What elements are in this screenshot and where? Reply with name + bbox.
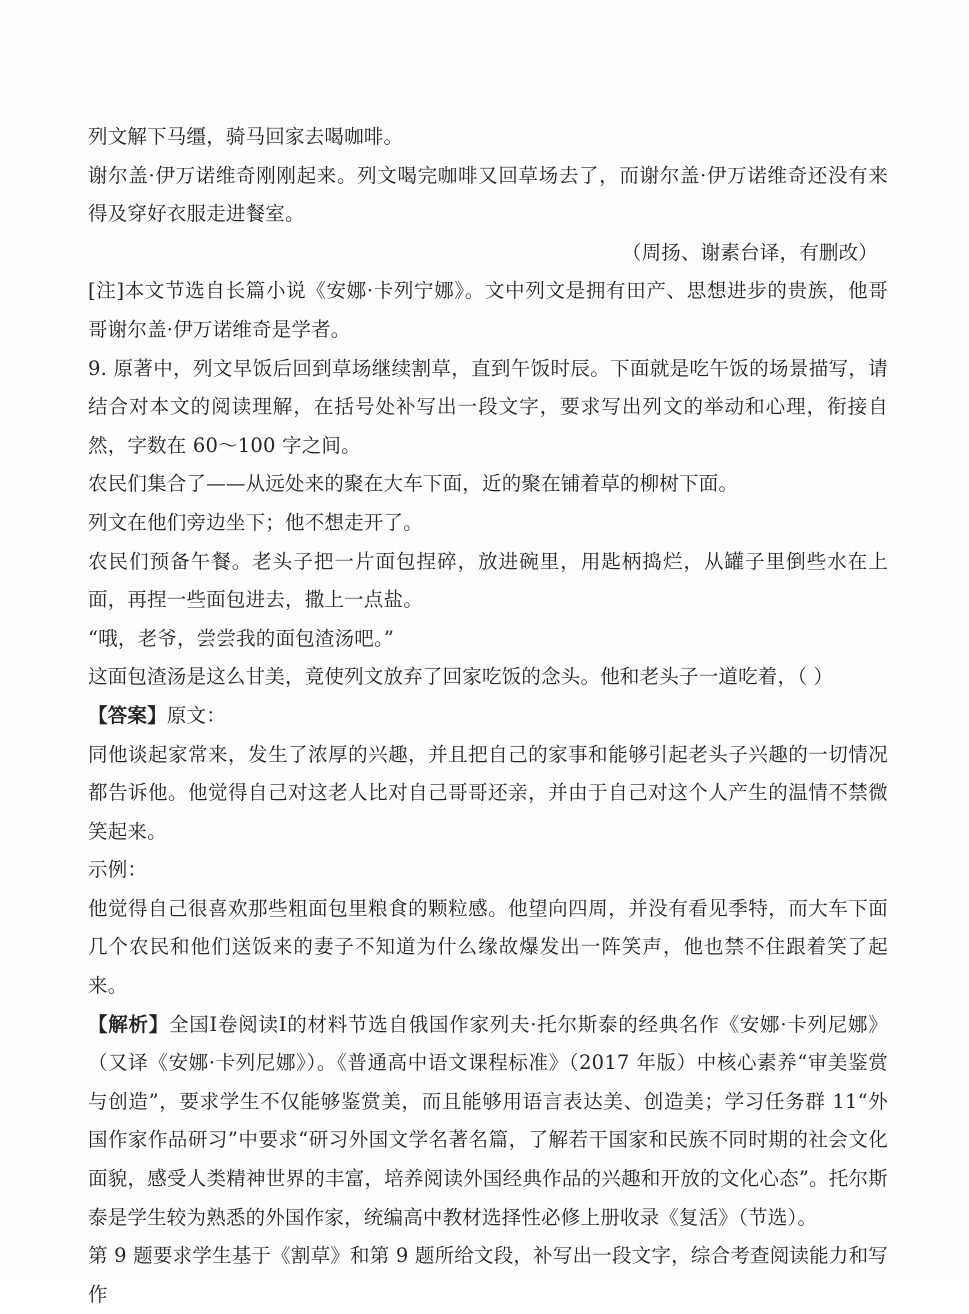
translator-credit: （周扬、谢素台译，有删改） — [621, 240, 878, 264]
passage-line-4: “哦，老爷，尝尝我的面包渣汤吧。” — [88, 626, 395, 650]
paragraph-note: [注]本文节选自长篇小说《安娜·卡列宁娜》。文中列文是拥有田产、思想进步的贵族，他哥哥谢尔盖·伊万诺维奇是学者。 — [88, 279, 888, 341]
paragraph-dismount: 列文解下马缰，骑马回家去喝咖啡。 — [88, 125, 404, 148]
analysis-text: 全国Ⅰ卷阅读Ⅰ的材料节选自俄国作家列夫·托尔斯泰的经典名作《安娜·卡列尼娜》（又译《安娜·卡列尼娜》）。《普通高中语文课程标准》（2017 年版）中核心素养“审美鉴赏与创造”，要求学生不仅能够鉴赏美，而且能够用语言表达美、创造美；学习任务群 11“外国作家作品研习”中要求“研习外国文学名著名篇，了解若干国家和民族不同时期的社会文化面貌，感受人类精神世界的丰富，培养阅读外国经典作品的兴趣和开放的文化心态”。托尔斯泰是学生较为熟悉的外国作家，统编高中教材选择性必修上册收录《复活》（节选）。 — [88, 1012, 888, 1229]
passage-line-2: 列文在他们旁边坐下；他不想走开了。 — [88, 510, 423, 534]
example-label: 示例： — [88, 858, 148, 882]
answer-original-text: 同他谈起家常来，发生了浓厚的兴趣，并且把自己的家事和能够引起老头子兴趣的一切情况都告诉他。他觉得自己对这老人比对自己哥哥还亲，并由于自己对这个人产生的温情不禁微笑起来。 — [88, 742, 888, 843]
analysis-label: 【解析】 — [88, 1012, 170, 1036]
passage-line-5: 这面包渣汤是这么甘美，竟使列文放弃了回家吃饭的念头。他和老头子一道吃着，（ ） — [88, 665, 834, 689]
answer-label: 【答案】 — [88, 703, 167, 727]
analysis-paragraph — [88, 1006, 888, 1238]
passage-line-3: 农民们预备午餐。老头子把一片面包捏碎，放进碗里，用匙柄捣烂，从罐子里倒些水在上面，再捏一些面包进去，撒上一点盐。 — [88, 549, 888, 612]
example-text: 他觉得自己很喜欢那些粗面包里粮食的颗粒感。他望向四周，并没有看见季特，而大车下面几个农民和他们送饭来的妻子不知道为什么缘故爆发出一阵笑声，他也禁不住跟着笑了起来。 — [88, 896, 888, 998]
answer-original-label: 原文： — [166, 703, 226, 727]
question-9: 9. 原著中，列文早饭后回到草场继续割草，直到午饭时辰。下面就是吃午饭的场景描写，请结合对本文的阅读理解，在括号处补写出一段文字，要求写出列文的举动和心理，衔接自然，字数在 60～100 字之间。 — [88, 356, 888, 457]
document-body — [88, 118, 888, 1314]
passage-line-1: 农民们集合了——从远处来的聚在大车下面，近的聚在铺着草的柳树下面。 — [88, 472, 739, 496]
paragraph-sergei-waking: 谢尔盖·伊万诺维奇刚刚起来。列文喝完咖啡又回草场去了，而谢尔盖·伊万诺维奇还没有来得及穿好衣服走进餐室。 — [88, 163, 888, 226]
answer-heading — [88, 697, 888, 736]
analysis-continued: 第 9 题要求学生基于《割草》和第 9 题所给文段，补写出一段文字，综合考查阅读能力和写作 — [88, 1244, 888, 1306]
